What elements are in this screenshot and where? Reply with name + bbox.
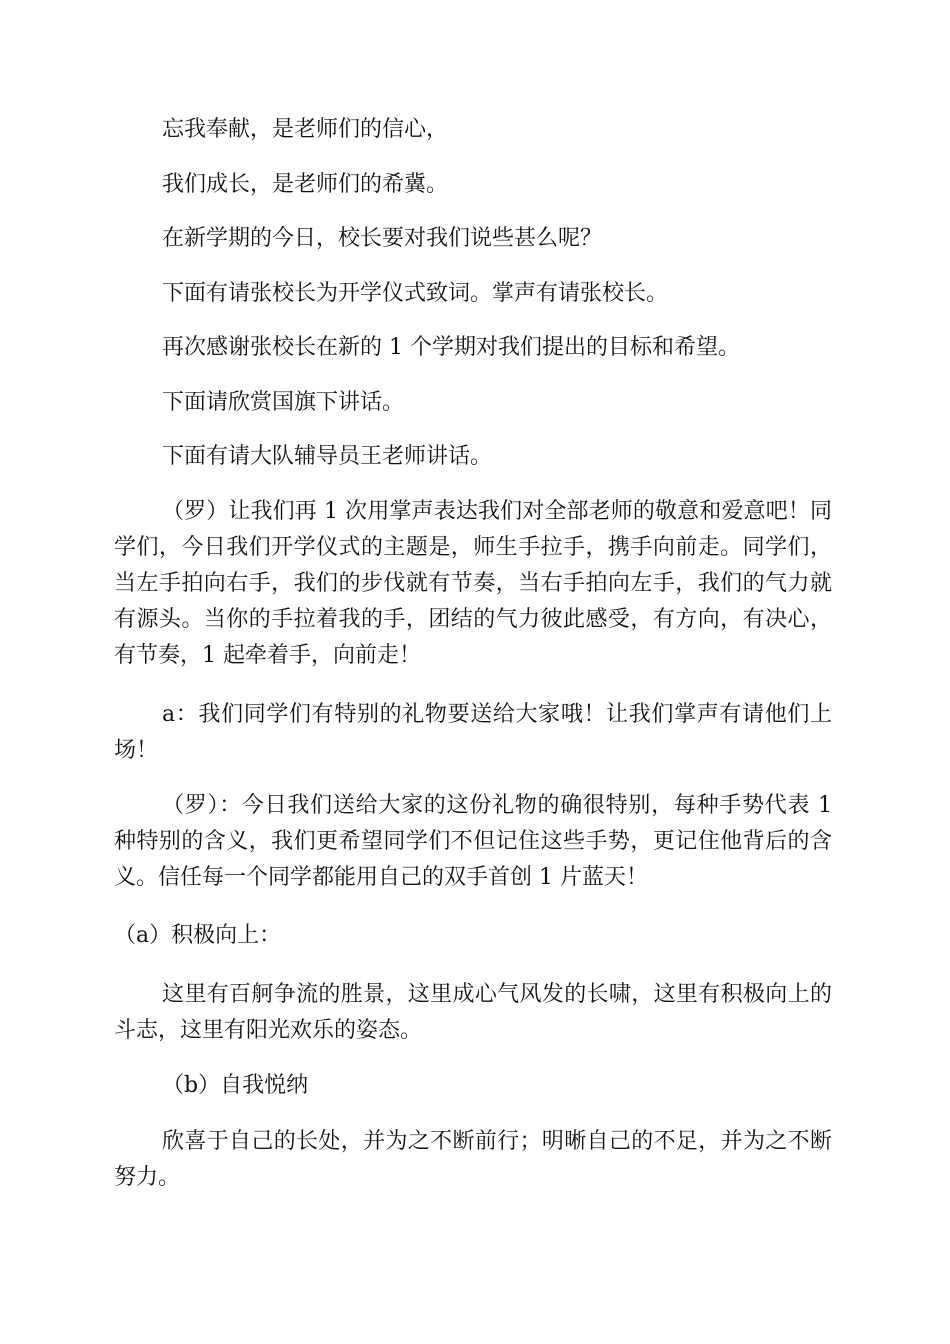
paragraph-gift-invite: a：我们同学们有特别的礼物要送给大家哦！让我们掌声有请他们上场！ bbox=[114, 702, 832, 763]
paragraph-luo-applause: （罗）让我们再 1 次用掌声表达我们对全部老师的敬意和爱意吧！同学们，今日我们开学仪式的主题是，师生手拉手，携手向前走。同学们，当左手拍向右手，我们的步伐就有节奏，当右手拍向左手，我们的气力就有源头。当你的手拉着我的手，团结的气力彼此感受，有方向，有决心，有节奏，1 起牵着手，向前走！ bbox=[114, 499, 832, 668]
paragraph-growth: 我们成长，是老师们的希冀。 bbox=[162, 172, 449, 197]
heading-positive: （a）积极向上： bbox=[114, 923, 282, 948]
paragraph-positive-text: 这里有百舸争流的胜景，这里成心气风发的长啸，这里有积极向上的斗志，这里有阳光欢乐的姿态。 bbox=[114, 982, 832, 1043]
paragraph-self-acceptance-text: 欣喜于自己的长处，并为之不断前行；明晰自己的不足，并为之不断努力。 bbox=[114, 1129, 832, 1190]
heading-self-acceptance: （b）自我悦纳 bbox=[162, 1073, 309, 1098]
paragraph-thanks: 再次感谢张校长在新的 1 个学期对我们提出的目标和希望。 bbox=[162, 335, 740, 360]
paragraph-principal-invite: 下面有请张校长为开学仪式致词。掌声有请张校长。 bbox=[162, 281, 669, 306]
paragraph-luo-gift: （罗）：今日我们送给大家的这份礼物的确很特别，每种手势代表 1 种特别的含义，我们更希望同学们不但记住这些手势，更记住他背后的含义。信任每一个同学都能用自己的双手首创 1 片蓝天！ bbox=[114, 793, 832, 890]
paragraph-flag-speech: 下面请欣赏国旗下讲话。 bbox=[162, 390, 405, 415]
paragraph-dedication: 忘我奉献，是老师们的信心， bbox=[162, 117, 449, 142]
paragraph-counselor-speech: 下面有请大队辅导员王老师讲话。 bbox=[162, 444, 493, 469]
paragraph-principal-question: 在新学期的今日，校长要对我们说些甚么呢？ bbox=[162, 226, 603, 251]
